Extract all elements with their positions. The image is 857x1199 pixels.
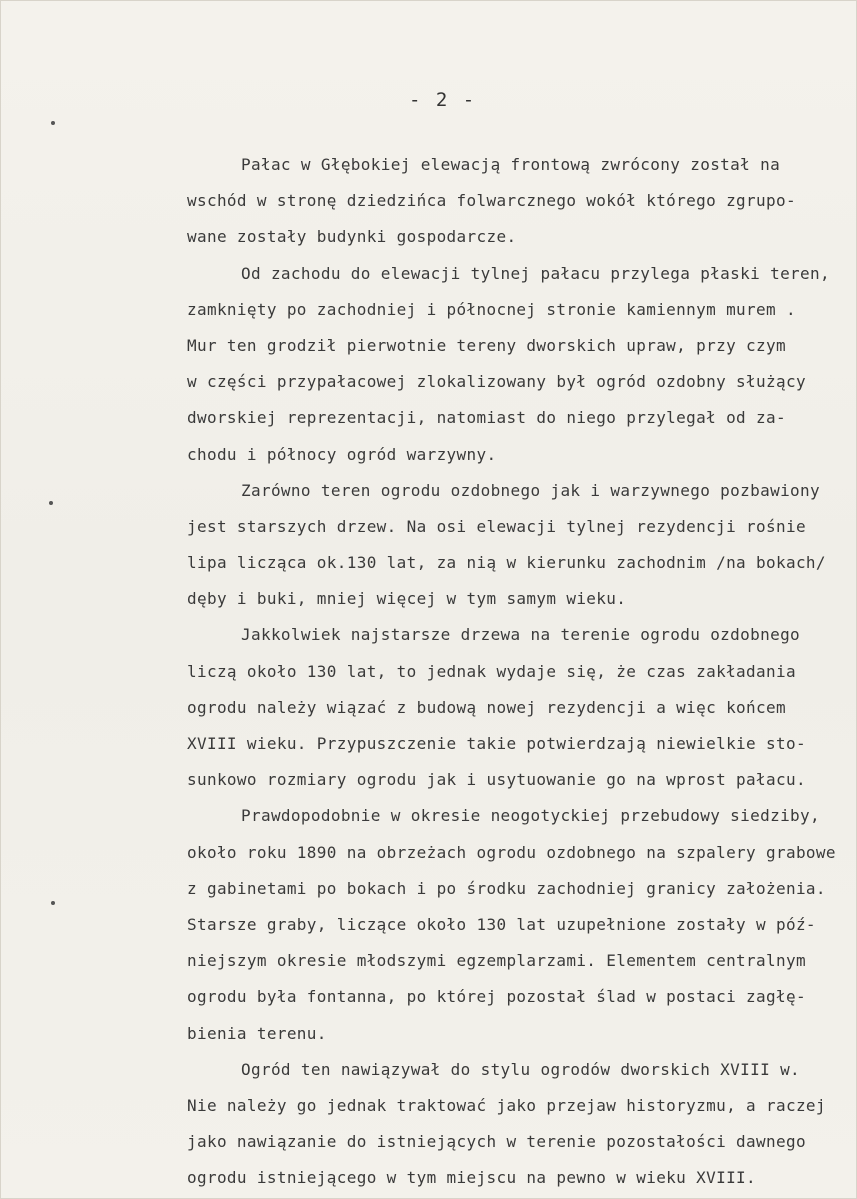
text-line: jest starszych drzew. Na osi elewacji tylnej rezydencji rośnie <box>187 516 806 536</box>
text-line: ogrodu była fontanna, po której pozostał ślad w postaci zagłę- <box>187 987 806 1007</box>
text-line: z gabinetami po bokach i po środku zachodniej granicy założenia. <box>187 878 826 898</box>
text-line: Od zachodu do elewacji tylnej pałacu przylega płaski teren, <box>241 263 830 283</box>
text-line: jako nawiązanie do istniejących w terenie pozostałości dawnego <box>187 1132 806 1152</box>
text-line: w części przypałacowej zlokalizowany był ogród ozdobny służący <box>187 372 806 392</box>
margin-dot <box>51 901 55 905</box>
text-line: ogrodu należy wiązać z budową nowej rezydencji a więc końcem <box>187 697 786 717</box>
text-line: lipa licząca ok.130 lat, za nią w kierunku zachodnim /na bokach/ <box>187 553 826 573</box>
text-line: chodu i północy ogród warzywny. <box>187 444 497 464</box>
text-line: Prawdopodobnie w okresie neogotyckiej przebudowy siedziby, <box>241 806 821 826</box>
text-line: Jakkolwiek najstarsze drzewa na terenie ogrodu ozdobnego <box>241 625 801 645</box>
text-line: dęby i buki, mniej więcej w tym samym wieku. <box>187 589 627 609</box>
text-line: XVIII wieku. Przypuszczenie takie potwierdzają niewielkie sto- <box>187 734 806 753</box>
margin-dot <box>51 121 55 125</box>
text-line: Zarówno teren ogrodu ozdobnego jak i warzywnego pozbawiony <box>241 480 821 500</box>
margin-dot <box>49 501 53 505</box>
text-line: sunkowo rozmiary ogrodu jak i usytuowanie go na wprost pałacu. <box>187 770 806 790</box>
text-line: Mur ten grodził pierwotnie tereny dworskich upraw, przy czym <box>187 335 786 355</box>
text-line: niejszym okresie młodszymi egzemplarzami. Elementem centralnym <box>187 951 806 971</box>
body-text <box>187 147 837 1196</box>
text-line: wschód w stronę dziedzińca folwarcznego wokół którego zgrupo- <box>187 191 796 211</box>
text-line: Starsze graby, liczące około 130 lat uzupełnione zostały w póź- <box>187 914 816 934</box>
text-line: wane zostały budynki gospodarcze. <box>187 227 517 247</box>
text-line: Pałac w Głębokiej elewacją frontową zwrócony został na <box>241 155 781 174</box>
text-line: liczą około 130 lat, to jednak wydaje się, że czas zakładania <box>187 661 796 681</box>
page-number: - 2 - <box>409 89 477 111</box>
text-line: dworskiej reprezentacji, natomiast do niego przylegał od za- <box>187 408 786 428</box>
text-line: Ogród ten nawiązywał do stylu ogrodów dworskich XVIII w. <box>241 1059 801 1079</box>
text-line: zamknięty po zachodniej i północnej stronie kamiennym murem . <box>187 299 796 319</box>
text-line: Nie należy go jednak traktować jako przejaw historyzmu, a raczej <box>187 1095 826 1115</box>
text-line: ogrodu istniejącego w tym miejscu na pewno w wieku XVIII. <box>187 1168 757 1188</box>
text-line: około roku 1890 na obrzeżach ogrodu ozdobnego na szpalery grabowe <box>187 842 836 862</box>
text-line: bienia terenu. <box>187 1023 327 1043</box>
